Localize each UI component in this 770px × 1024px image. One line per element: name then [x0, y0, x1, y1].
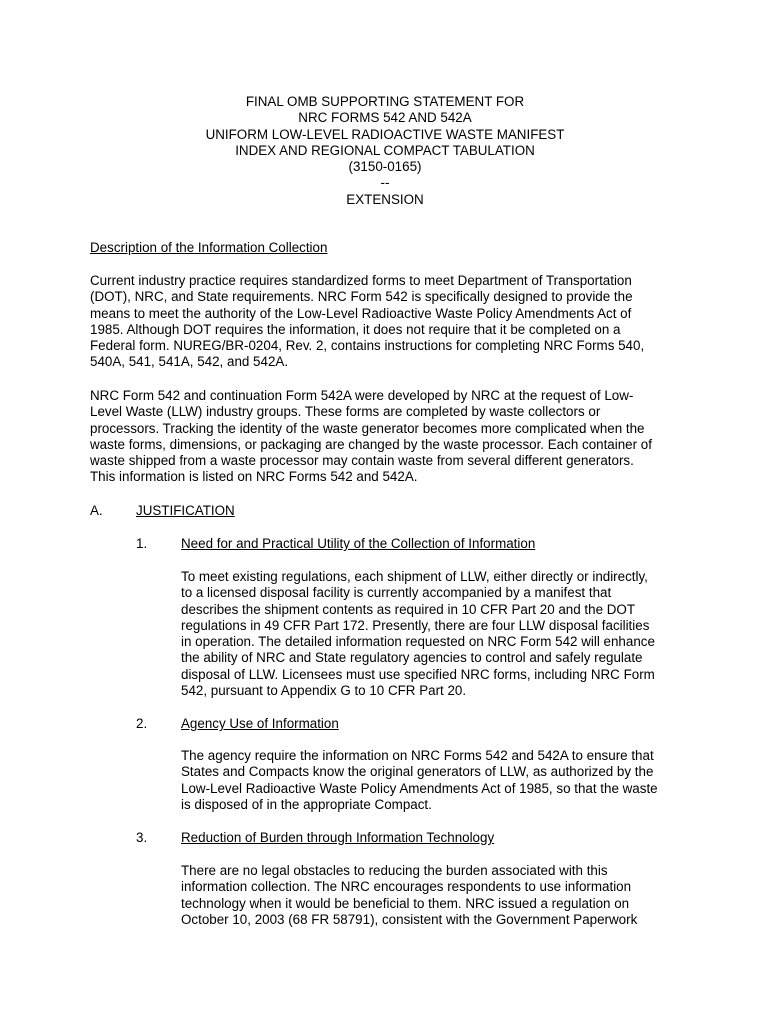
- item-number: 1.: [136, 536, 148, 551]
- item-heading: Need for and Practical Utility of the Collection of Information: [181, 536, 536, 551]
- document-title: [90, 94, 680, 208]
- section-letter: A.: [90, 503, 103, 518]
- item-number: 3.: [136, 830, 148, 845]
- item-paragraph: There are no legal obstacles to reducing the burden associated with this information collection. The NRC encourages respondents to use information technology when it would be beneficial to them. NRC issued a regulation on October 10, 2003 (68 FR 58791), consistent with the Government Paperwork: [181, 863, 638, 927]
- section-heading: JUSTIFICATION: [136, 503, 235, 518]
- description-paragraph-2: NRC Form 542 and continuation Form 542A were developed by NRC at the request of Low- Level Waste (LLW) industry groups. These forms are completed by waste collectors or processors. Tracking the identity of the waste generator becomes more complicated when the waste forms, dimensions, or packaging are changed by the waste processor. Each container of waste shipped from a waste processor may contain waste from several different generators. This information is listed on NRC Forms 542 and 542A.: [90, 388, 652, 485]
- title-clearance-number: (3150-0165): [348, 159, 422, 175]
- item-heading: Reduction of Burden through Information Technology: [181, 830, 495, 845]
- title-line: NRC FORMS 542 AND 542A: [298, 110, 472, 126]
- item-heading: Agency Use of Information: [181, 716, 339, 731]
- item-number: 2.: [136, 716, 148, 731]
- item-paragraph: To meet existing regulations, each shipment of LLW, either directly or indirectly, to a licensed disposal facility is currently accompanied by a manifest that describes the shipment contents as required in 10 CFR Part 20 and the DOT regulations in 49 CFR Part 172. Presently, there are four LLW disposal facilities in operation. The detailed information requested on NRC Form 542 will enhance the ability of NRC and State regulatory agencies to control and safely regulate disposal of LLW. Licensees must use specified NRC forms, including NRC Form 542, pursuant to Appendix G to 10 CFR Part 20.: [181, 569, 655, 699]
- item-paragraph: The agency require the information on NRC Forms 542 and 542A to ensure that States and Compacts know the original generators of LLW, as authorized by the Low-Level Radioactive Waste Policy Amendments Act of 1985, so that the waste is disposed of in the appropriate Compact.: [181, 748, 658, 812]
- title-extension: EXTENSION: [346, 191, 424, 207]
- title-line: UNIFORM LOW-LEVEL RADIOACTIVE WASTE MANIFEST: [205, 126, 565, 142]
- title-line: FINAL OMB SUPPORTING STATEMENT FOR: [245, 94, 525, 109]
- title-separator: --: [380, 175, 390, 191]
- description-paragraph-1: Current industry practice requires standardized forms to meet Department of Transportation (DOT), NRC, and State requirements. NRC Form 542 is specifically designed to provide the means to meet the authority of the Low-Level Radioactive Waste Policy Amendments Act of 1985. Although DOT requires the information, it does not require that it be completed on a Federal form. NUREG/BR-0204, Rev. 2, contains instructions for completing NRC Forms 540, 540A, 541, 541A, 542, and 542A.: [90, 273, 645, 370]
- title-line: INDEX AND REGIONAL COMPACT TABULATION: [235, 142, 535, 158]
- description-heading: Description of the Information Collection: [90, 240, 328, 255]
